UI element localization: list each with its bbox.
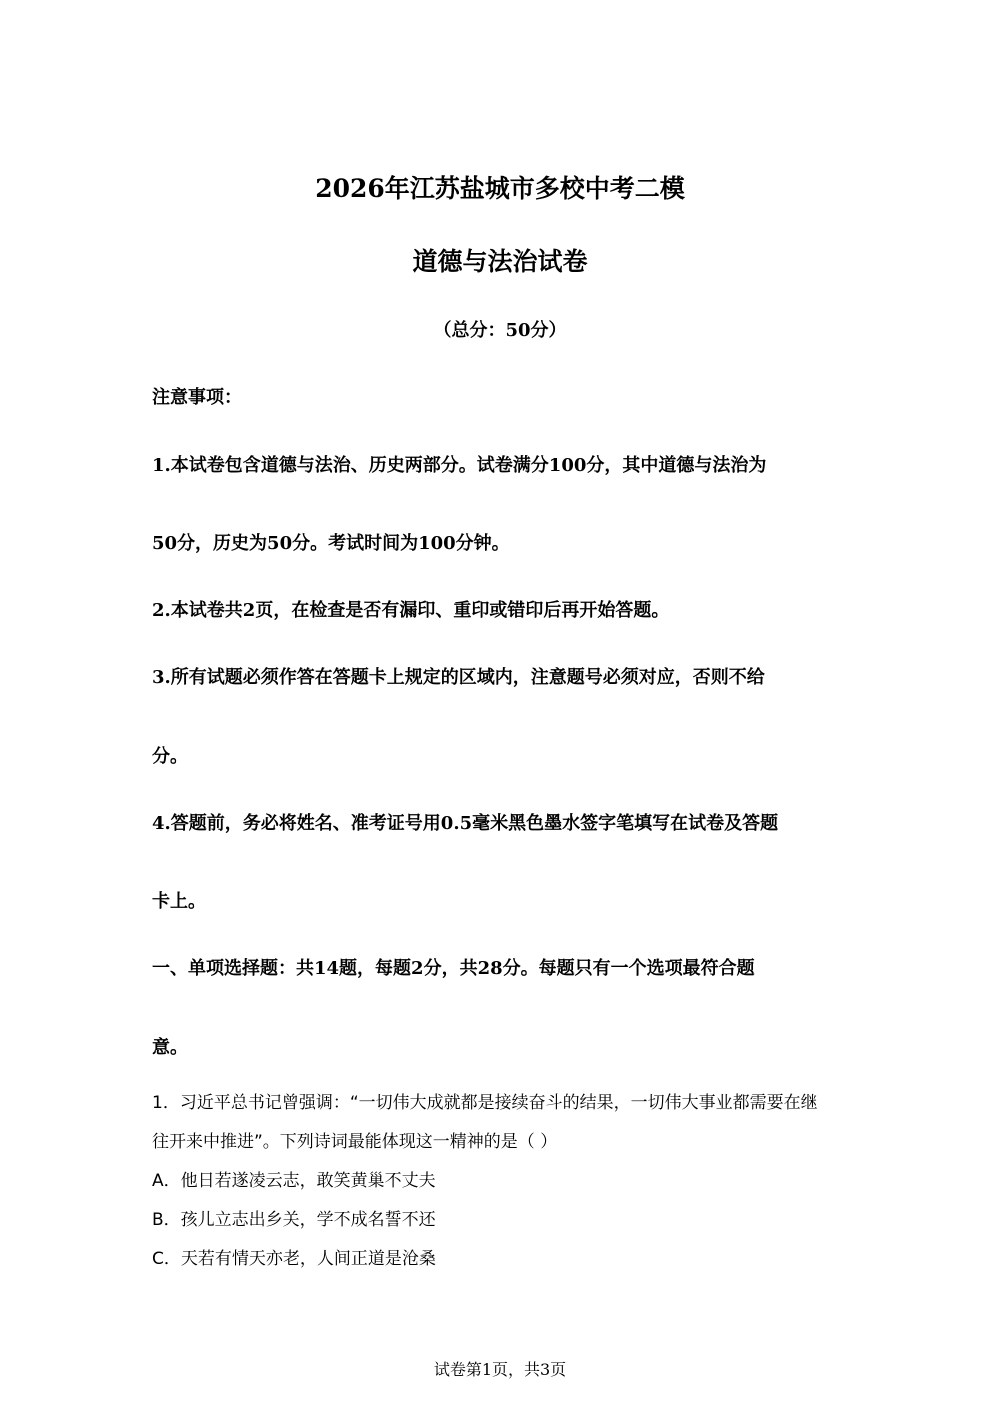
question-stem: 1．习近平总书记曾强调：“一切伟大成就都是接续奋斗的结果，一切伟大事业都需要在继 <box>152 1093 818 1113</box>
page-footer: 试卷第1页，共3页 <box>433 1360 567 1379</box>
notice-line: 4.答题前，务必将姓名、准考证号用0.5毫米黑色墨水签字笔填写在试卷及答题 <box>152 813 779 834</box>
section-heading: 一、单项选择题：共14题，每题2分，共28分。每题只有一个选项最符合题 <box>152 958 755 979</box>
exam-title: 2026年江苏盐城市多校中考二模 <box>315 174 685 203</box>
exam-subject: 道德与法治试卷 <box>412 247 588 276</box>
question-stem: 往开来中推进”。下列诗词最能体现这一精神的是（ ） <box>152 1132 558 1152</box>
notice-line: 1.本试卷包含道德与法治、历史两部分。试卷满分100分，其中道德与法治为 <box>152 455 767 476</box>
section-heading-cont: 意。 <box>152 1037 188 1058</box>
question-option-b: B．孩儿立志出乡关，学不成名誓不还 <box>152 1210 436 1230</box>
question-option-a: A．他日若遂凌云志，敢笑黄巢不丈夫 <box>152 1171 436 1191</box>
question-option-c: C．天若有情天亦老，人间正道是沧桑 <box>152 1249 436 1269</box>
notice-line: 卡上。 <box>152 891 206 912</box>
notice-line: 50分，历史为50分。考试时间为100分钟。 <box>152 533 510 554</box>
notice-line: 3.所有试题必须作答在答题卡上规定的区域内，注意题号必须对应，否则不给 <box>152 667 765 688</box>
total-score: （总分：50分） <box>433 320 567 341</box>
notice-line: 2.本试卷共2页，在检查是否有漏印、重印或错印后再开始答题。 <box>152 600 670 621</box>
notice-heading: 注意事项： <box>152 387 242 408</box>
notice-line: 分。 <box>152 746 188 767</box>
